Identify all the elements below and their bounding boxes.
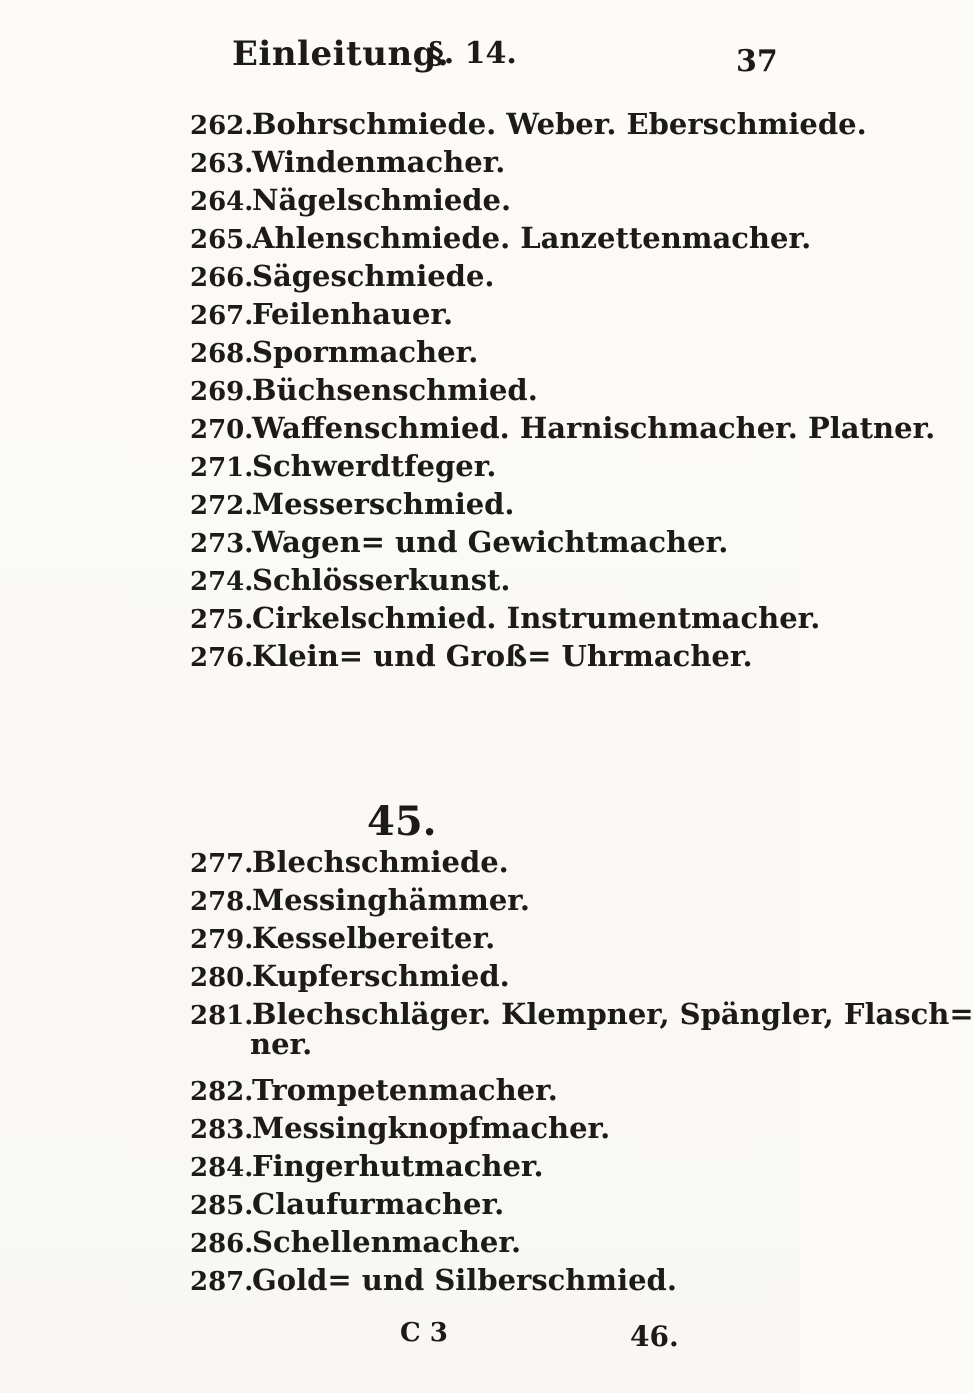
entry-text: Büchsenschmied.: [252, 373, 538, 407]
entry-number: 276.: [190, 643, 254, 673]
entry-number: 265.: [190, 225, 254, 255]
header-title: Einleitung.: [232, 34, 450, 74]
list-item: [190, 639, 753, 675]
list-item: [190, 959, 510, 995]
signature-mark: C 3: [400, 1318, 448, 1348]
entry-number: 263.: [190, 149, 254, 179]
list-item: [190, 1187, 504, 1223]
entry-text: Messerschmied.: [252, 487, 515, 521]
list-item: [190, 1111, 610, 1147]
entry-continuation: ner.: [250, 1027, 313, 1061]
entry-text: Wagen= und Gewichtmacher.: [252, 525, 729, 559]
entry-number: 264.: [190, 187, 254, 217]
entry-number: 282.: [190, 1077, 254, 1107]
list-item: [190, 335, 478, 371]
entry-text: Sägeschmiede.: [252, 259, 495, 293]
entry-text: Feilenhauer.: [252, 297, 454, 331]
entry-number: 267.: [190, 301, 254, 331]
entry-text: Schlösserkunst.: [252, 563, 511, 597]
entry-text: Kupferschmied.: [252, 959, 510, 993]
list-item: [190, 297, 453, 333]
entry-text: Claufurmacher.: [252, 1187, 505, 1221]
entry-text: Fingerhutmacher.: [252, 1149, 544, 1183]
list-item: [190, 1225, 521, 1261]
entry-text: Schwerdtfeger.: [252, 449, 497, 483]
entry-number: 271.: [190, 453, 254, 483]
entry-number: 285.: [190, 1191, 254, 1221]
list-item: [190, 183, 511, 219]
list-item: [190, 601, 820, 637]
entry-number: 262.: [190, 111, 254, 141]
entry-text: Windenmacher.: [252, 145, 506, 179]
entry-text: Schellenmacher.: [252, 1225, 522, 1259]
entry-text: Cirkelschmied. Instrumentmacher.: [252, 601, 821, 635]
entry-text: Ahlenschmiede. Lanzettenmacher.: [252, 221, 812, 255]
entry-number: 266.: [190, 263, 254, 293]
catchword: 46.: [630, 1320, 679, 1353]
entry-number: 274.: [190, 567, 254, 597]
entry-text: Blechschmiede.: [252, 845, 509, 879]
list-item: [190, 563, 511, 599]
entry-number: 272.: [190, 491, 254, 521]
list-item: [190, 525, 728, 561]
entry-number: 273.: [190, 529, 254, 559]
entry-number: 268.: [190, 339, 254, 369]
entry-number: 287.: [190, 1267, 254, 1297]
entry-number: 284.: [190, 1153, 254, 1183]
entry-text: Blechschläger. Klempner, Spängler, Flasch=: [252, 997, 974, 1031]
entry-text: Trompetenmacher.: [252, 1073, 558, 1107]
entry-number: 270.: [190, 415, 254, 445]
list-item: [190, 487, 515, 523]
list-item: [190, 221, 811, 257]
entry-text: Gold= und Silberschmied.: [252, 1263, 677, 1297]
entry-text: Waffenschmied. Harnischmacher. Platner.: [252, 411, 936, 445]
entry-number: 269.: [190, 377, 254, 407]
list-item: [190, 411, 935, 447]
entry-number: 286.: [190, 1229, 254, 1259]
entry-number: 277.: [190, 849, 254, 879]
list-item: [190, 883, 530, 919]
header-section: §. 14.: [428, 36, 517, 71]
entry-text: Kesselbereiter.: [252, 921, 496, 955]
entry-text: Messinghämmer.: [252, 883, 530, 917]
entry-text: Klein= und Groß= Uhrmacher.: [252, 639, 753, 673]
list-item: [190, 1149, 544, 1185]
list-item: [190, 1263, 677, 1299]
list-item: [190, 449, 496, 485]
entry-number: 279.: [190, 925, 254, 955]
section-number: 45.: [367, 798, 437, 845]
entry-number: 275.: [190, 605, 254, 635]
entry-number: 281.: [190, 1001, 254, 1031]
list-item: [190, 997, 974, 1061]
entry-text: Nägelschmiede.: [252, 183, 512, 217]
list-item: [190, 373, 538, 409]
entry-text: Spornmacher.: [252, 335, 479, 369]
list-item: [190, 1073, 558, 1109]
list-item: [190, 921, 495, 957]
list-item: [190, 845, 509, 881]
page-number: 37: [736, 44, 778, 79]
list-item: [190, 145, 505, 181]
entry-text: Messingknopfmacher.: [252, 1111, 611, 1145]
entry-number: 280.: [190, 963, 254, 993]
entry-number: 283.: [190, 1115, 254, 1145]
list-item: [190, 107, 867, 143]
list-item: [190, 259, 495, 295]
entry-text: Bohrschmiede. Weber. Eberschmiede.: [252, 107, 867, 141]
entry-number: 278.: [190, 887, 254, 917]
